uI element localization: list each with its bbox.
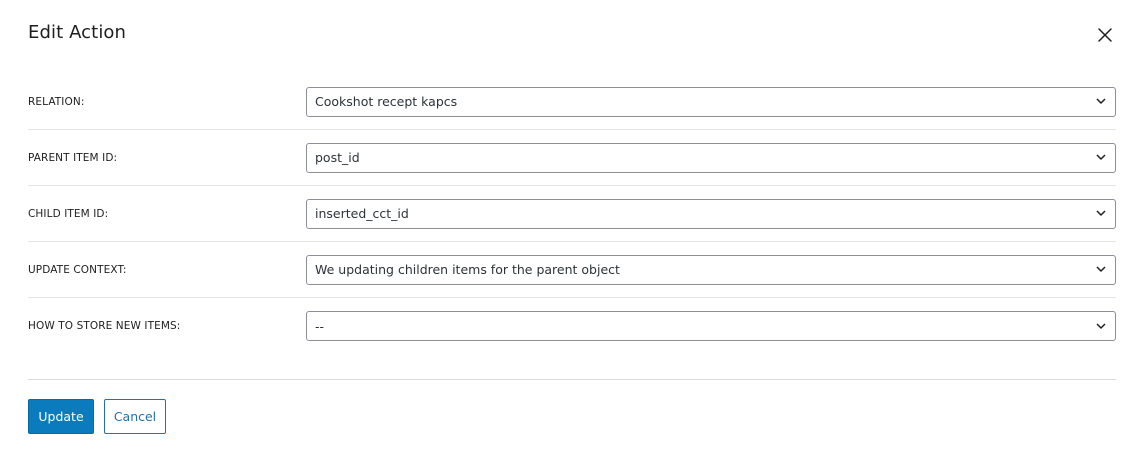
parent-item-id-select[interactable] (306, 143, 1116, 173)
field-row-parent-item-id (28, 130, 1116, 186)
chevron-down-icon (1095, 320, 1107, 332)
child-item-id-select[interactable] (306, 199, 1116, 229)
field-row-store-new-items (28, 298, 1116, 354)
parent-item-id-label: PARENT ITEM ID: (28, 151, 118, 164)
field-row-update-context (28, 242, 1116, 298)
form-fields (28, 74, 1116, 354)
dialog-title: Edit Action (28, 22, 127, 43)
update-context-select[interactable] (306, 255, 1116, 285)
update-context-value: We updating children items for the parent object (315, 262, 620, 277)
relation-select[interactable] (306, 87, 1116, 117)
field-row-relation (28, 74, 1116, 130)
update-context-label: UPDATE CONTEXT: (28, 263, 127, 276)
store-new-items-value: -- (315, 318, 325, 334)
parent-item-id-value: post_id (315, 150, 360, 165)
cancel-button[interactable]: Cancel (104, 399, 166, 434)
child-item-id-label: CHILD ITEM ID: (28, 207, 109, 220)
chevron-down-icon (1095, 96, 1107, 108)
chevron-down-icon (1095, 208, 1107, 220)
close-button[interactable] (1092, 22, 1118, 48)
store-new-items-label: HOW TO STORE NEW ITEMS: (28, 320, 181, 332)
update-button[interactable]: Update (28, 399, 94, 434)
footer-divider (28, 379, 1116, 380)
store-new-items-select[interactable] (306, 311, 1116, 341)
chevron-down-icon (1095, 152, 1107, 164)
relation-label: RELATION: (28, 95, 85, 108)
chevron-down-icon (1095, 264, 1107, 276)
field-row-child-item-id (28, 186, 1116, 242)
child-item-id-value: inserted_cct_id (315, 206, 409, 221)
relation-value: Cookshot recept kapcs (315, 94, 458, 109)
close-icon (1097, 27, 1113, 43)
